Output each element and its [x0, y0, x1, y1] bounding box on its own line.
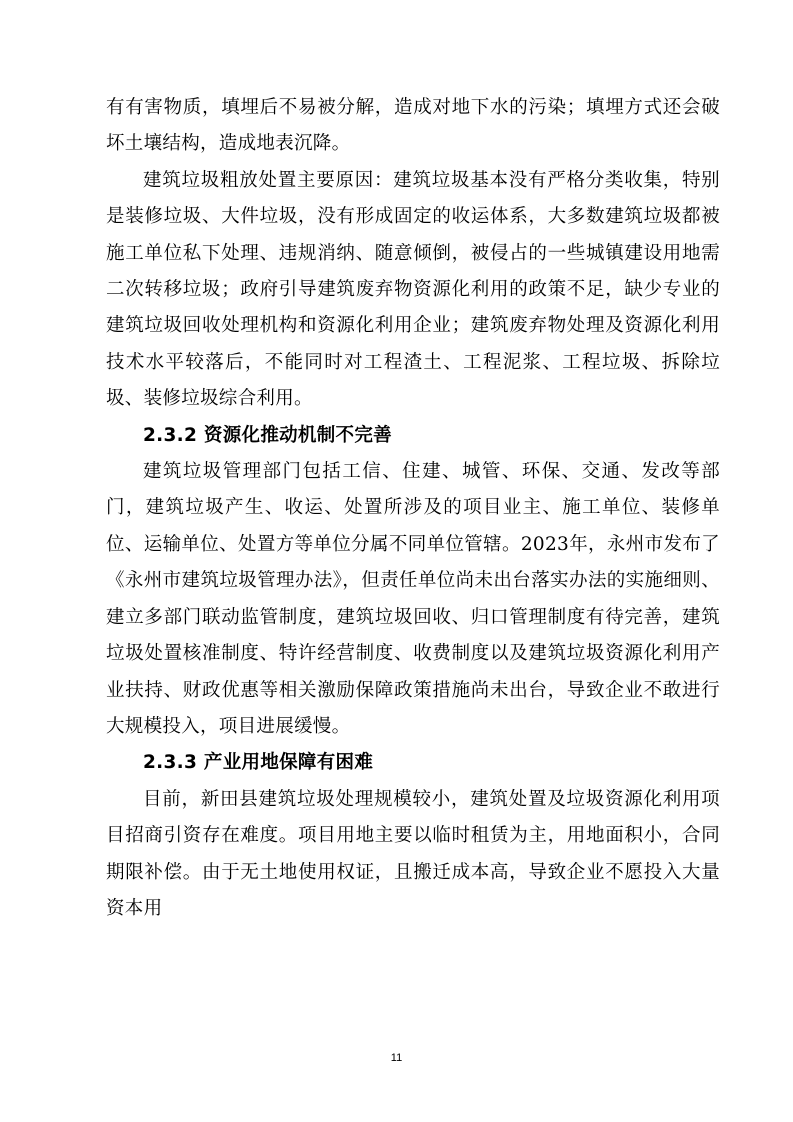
- section-heading-2-3-2: 2.3.2 资源化推动机制不完善: [143, 424, 392, 446]
- paragraph-land-use: 目前，新田县建筑垃圾处理规模较小，建筑处置及垃圾资源化利用项目招商引资存在难度。项目用地主要以临时租赁为主，用地面积小，合同期限补偿。由于无土地使用权证，且搬迁成本高，导致企业不愿投入大量资本用: [106, 788, 720, 919]
- paragraph-continued: 有有害物质，填埋后不易被分解，造成对地下水的污染；填埋方式还会破坏土壤结构，造成地表沉降。: [106, 97, 720, 155]
- document-body: [106, 90, 720, 927]
- page-number: 11: [390, 1052, 403, 1064]
- paragraph-mechanism: 建筑垃圾管理部门包括工信、住建、城管、环保、交通、发改等部门，建筑垃圾产生、收运、处置所涉及的项目业主、施工单位、装修单位、运输单位、处置方等单位分属不同单位管辖。2023年，永州市发布了《永州市建筑垃圾管理办法》，但责任单位尚未出台落实办法的实施细则、建立多部门联动监管制度，建筑垃圾回收、归口管理制度有待完善，建筑垃圾处置核准制度、特许经营制度、收费制度以及建筑垃圾资源化利用产业扶持、财政优惠等相关激励保障政策措施尚未出台，导致企业不敢进行大规模投入，项目进展缓慢。: [106, 461, 720, 737]
- section-heading-2-3-3: 2.3.3 产业用地保障有困难: [143, 752, 374, 774]
- paragraph-causes: 建筑垃圾粗放处置主要原因：建筑垃圾基本没有严格分类收集，特别是装修垃圾、大件垃圾，没有形成固定的收运体系，大多数建筑垃圾都被施工单位私下处理、违规消纳、随意倾倒，被侵占的一些城镇建设用地需二次转移垃圾；政府引导建筑废弃物资源化利用的政策不足，缺少专业的建筑垃圾回收处理机构和资源化利用企业；建筑废弃物处理及资源化利用技术水平较落后，不能同时对工程渣土、工程泥浆、工程垃圾、拆除垃圾、装修垃圾综合利用。: [106, 169, 720, 410]
